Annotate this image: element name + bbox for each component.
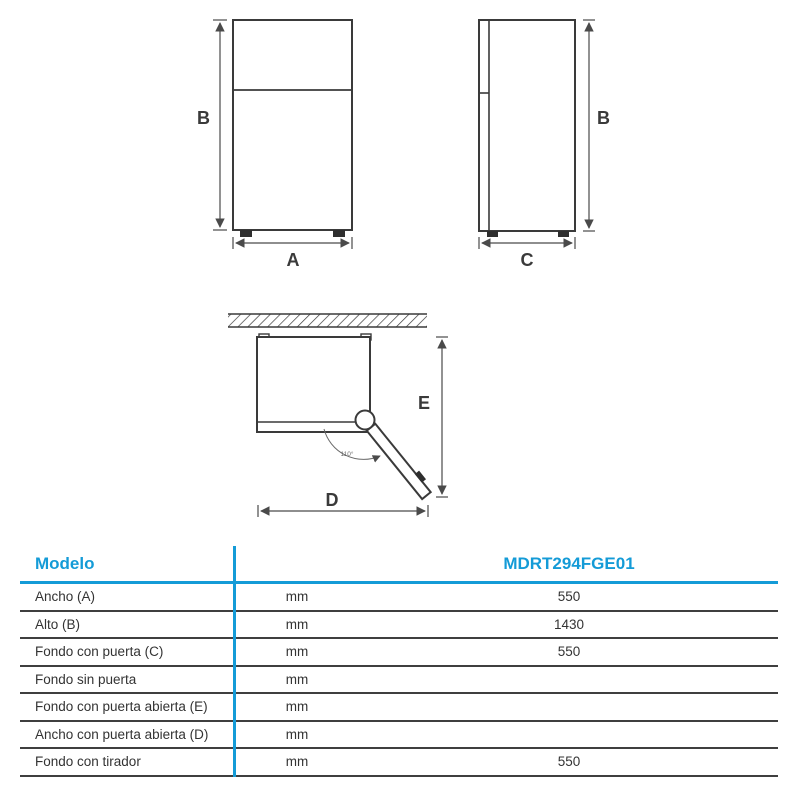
table-row xyxy=(20,667,778,695)
front-height-label: B xyxy=(197,108,210,128)
row-unit: mm xyxy=(285,671,309,687)
wall-hatch xyxy=(228,314,427,327)
row-label: Fondo con puerta abierta (E) xyxy=(35,699,208,715)
table-row xyxy=(20,639,778,667)
row-value: 550 xyxy=(557,644,581,660)
fridge-front-body xyxy=(233,20,352,230)
table-row xyxy=(20,749,778,777)
table-row xyxy=(20,694,778,722)
model-header-label: Modelo xyxy=(35,554,95,573)
row-unit: mm xyxy=(285,754,309,770)
fridge-side-body xyxy=(479,20,575,231)
row-label: Ancho (A) xyxy=(35,589,96,605)
row-unit: mm xyxy=(285,589,309,605)
row-label: Fondo sin puerta xyxy=(35,671,137,687)
spec-table xyxy=(20,547,778,777)
row-unit: mm xyxy=(285,644,309,660)
side-depth-label: C xyxy=(520,250,534,270)
side-height-label: B xyxy=(597,108,610,128)
front-view-diagram xyxy=(197,20,352,270)
door-hinge-pivot xyxy=(356,411,375,430)
top-depth-open-label: E xyxy=(417,393,430,413)
fridge-foot xyxy=(240,230,252,237)
fridge-foot xyxy=(558,231,569,237)
row-unit: mm xyxy=(285,616,309,632)
table-row xyxy=(20,722,778,750)
fridge-foot xyxy=(487,231,498,237)
door-angle-label: 110° xyxy=(340,451,354,458)
row-unit: mm xyxy=(285,726,309,742)
fridge-foot xyxy=(333,230,345,237)
table-row xyxy=(20,612,778,640)
top-width-open-label: D xyxy=(325,490,339,510)
front-width-label: A xyxy=(286,250,300,270)
row-value: 1430 xyxy=(553,616,585,632)
row-label: Ancho con puerta abierta (D) xyxy=(35,726,209,742)
row-unit: mm xyxy=(285,699,309,715)
row-label: Fondo con tirador xyxy=(35,754,141,770)
fridge-top-body xyxy=(257,337,370,432)
model-number: MDRT294FGE01 xyxy=(503,554,635,573)
table-row xyxy=(20,584,778,612)
top-view-diagram xyxy=(228,314,448,517)
row-label: Alto (B) xyxy=(35,616,81,632)
table-header-row xyxy=(20,547,778,584)
open-door xyxy=(367,421,434,499)
row-value: 550 xyxy=(557,589,581,605)
table-accent-divider xyxy=(233,546,236,777)
row-label: Fondo con puerta (C) xyxy=(35,644,164,660)
row-value: 550 xyxy=(557,754,581,770)
side-view-diagram xyxy=(479,20,610,270)
